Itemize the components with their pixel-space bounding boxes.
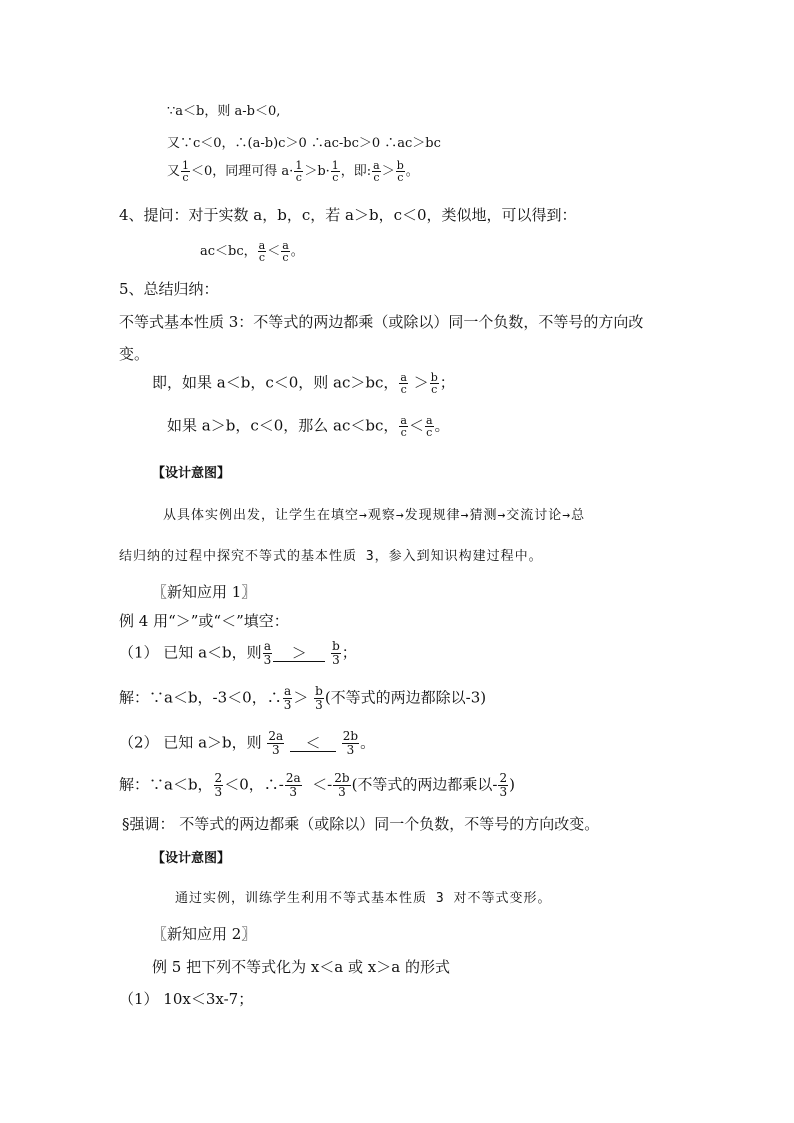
fraction-2a-over-3: $\frac{2a}{3}$ xyxy=(268,729,284,757)
fraction-a-over-c: $\frac{a}{c}$ xyxy=(400,371,407,396)
fraction-b-over-c: $\frac{b}{c}$ xyxy=(430,371,438,396)
design-intent-title-2: 【设计意图】 xyxy=(152,851,231,866)
example-4-prompt: 例 4 用“＞”或“＜”填空： xyxy=(119,612,289,630)
fraction-2-over-3: $\frac{2}{3}$ xyxy=(214,771,223,799)
answer-blank-1: ＞ xyxy=(273,645,325,662)
answer-blank-2: ＜ xyxy=(290,735,336,752)
property-3-statement-cont: 变。 xyxy=(119,345,150,363)
fraction-a-over-c: $\frac{a}{c}$ xyxy=(282,239,289,264)
fraction-2b-over-3: $\frac{2b}{3}$ xyxy=(342,729,359,757)
summary-heading: 5、总结归纳： xyxy=(119,280,219,298)
property-case-2: 如果 a＞b，c＜0，那么 ac＜bc， $\frac{a}{c}$ ＜ $\frac{a}{c}$ 。 xyxy=(167,414,450,439)
property-case-1: 即，如果 a＜b，c＜0，则 ac＞bc， $\frac{a}{c}$ ＞ $\frac{b}{c}$ ； xyxy=(152,371,455,396)
fraction-2a-over-3: $\frac{2a}{3}$ xyxy=(285,771,301,799)
fraction-a-over-c: $\frac{a}{c}$ xyxy=(425,414,433,439)
proof-line-3: 又 $\frac{1}{c}$ ＜0，同理可得 a· $\frac{1}{c}$ ＞b· $\frac{1}{c}$ ，即: $\frac{a}{c}$ ＞ $\frac{b}{c}$ 。 xyxy=(167,159,419,184)
fraction-b-over-3: $\frac{b}{3}$ xyxy=(332,639,340,667)
proof-line-1: ∵a＜b，则 a-b＜0, xyxy=(167,104,281,119)
design-intent-title: 【设计意图】 xyxy=(152,466,231,481)
proof-line-2: 又∵c＜0，∴(a-b)c＞0 ∴ac-bc＞0 ∴ac＞bc xyxy=(167,136,441,151)
example-4-solution-1: 解：∵a＜b，-3＜0，∴ $\frac{a}{3}$ ＞ $\frac{b}{3}$ (不等式的两边都除以-3) xyxy=(119,684,487,712)
example-4-question-2: （2） 已知 a＞b，则 $\frac{2a}{3}$ ＜ $\frac{2b}{3}$ 。 xyxy=(119,729,376,757)
application-1-title: 〖新知应用 1〗 xyxy=(152,583,257,601)
example-4-question-1: （1） 已知 a＜b，则 $\frac{a}{3}$ ＞ $\frac{b}{3}$ ； xyxy=(119,639,357,667)
fraction-b-over-c: $\frac{b}{c}$ xyxy=(396,159,404,184)
property-3-statement: 不等式基本性质 3：不等式的两边都乘（或除以）同一个负数，不等号的方向改 xyxy=(119,313,644,331)
fraction-a-over-3: $\frac{a}{3}$ xyxy=(263,639,272,667)
fraction-a-over-c: $\frac{a}{c}$ xyxy=(400,414,407,439)
design-intent-text-3: 通过实例，训练学生利用不等式基本性质 3 对不等式变形。 xyxy=(175,891,552,906)
fraction-a-over-c: $\frac{a}{c}$ xyxy=(258,239,266,264)
fraction-1-over-c: $\frac{1}{c}$ xyxy=(182,159,190,184)
emphasis-note: §强调： 不等式的两边都乘（或除以）同一个负数，不等号的方向改变。 xyxy=(122,815,600,833)
fraction-2b-over-3: $\frac{2b}{3}$ xyxy=(334,771,350,799)
design-intent-text-2: 结归纳的过程中探究不等式的基本性质 3，参入到知识构建过程中。 xyxy=(119,549,543,564)
fraction-1-over-c: $\frac{1}{c}$ xyxy=(295,159,303,184)
example-5-prompt: 例 5 把下列不等式化为 x＜a 或 x＞a 的形式 xyxy=(152,958,450,976)
application-2-title: 〖新知应用 2〗 xyxy=(152,925,257,943)
example-5-problem-1: （1） 10x＜3x-7； xyxy=(119,990,254,1008)
fraction-b-over-3: $\frac{b}{3}$ xyxy=(315,684,323,712)
question-4: 4、提问：对于实数 a，b，c，若 a＞b，c＜0，类似地，可以得到： xyxy=(119,206,577,224)
fraction-a-over-3: $\frac{a}{3}$ xyxy=(283,684,292,712)
design-intent-text-1: 从具体实例出发，让学生在填空→观察→发现规律→猜测→交流讨论→总 xyxy=(163,508,586,523)
result-line: ac＜bc， $\frac{a}{c}$ ＜ $\frac{a}{c}$ 。 xyxy=(200,239,304,264)
fraction-2-over-3: $\frac{2}{3}$ xyxy=(499,771,508,799)
example-4-solution-2: 解：∵a＜b， $\frac{2}{3}$ ＜0，∴- $\frac{2a}{3}$ ＜- $\frac{2b}{3}$ (不等式的两边都乘以- $\frac{2}{3}$ ) xyxy=(119,771,515,799)
fraction-1-over-c: $\frac{1}{c}$ xyxy=(331,159,339,184)
fraction-a-over-c: $\frac{a}{c}$ xyxy=(373,159,380,184)
